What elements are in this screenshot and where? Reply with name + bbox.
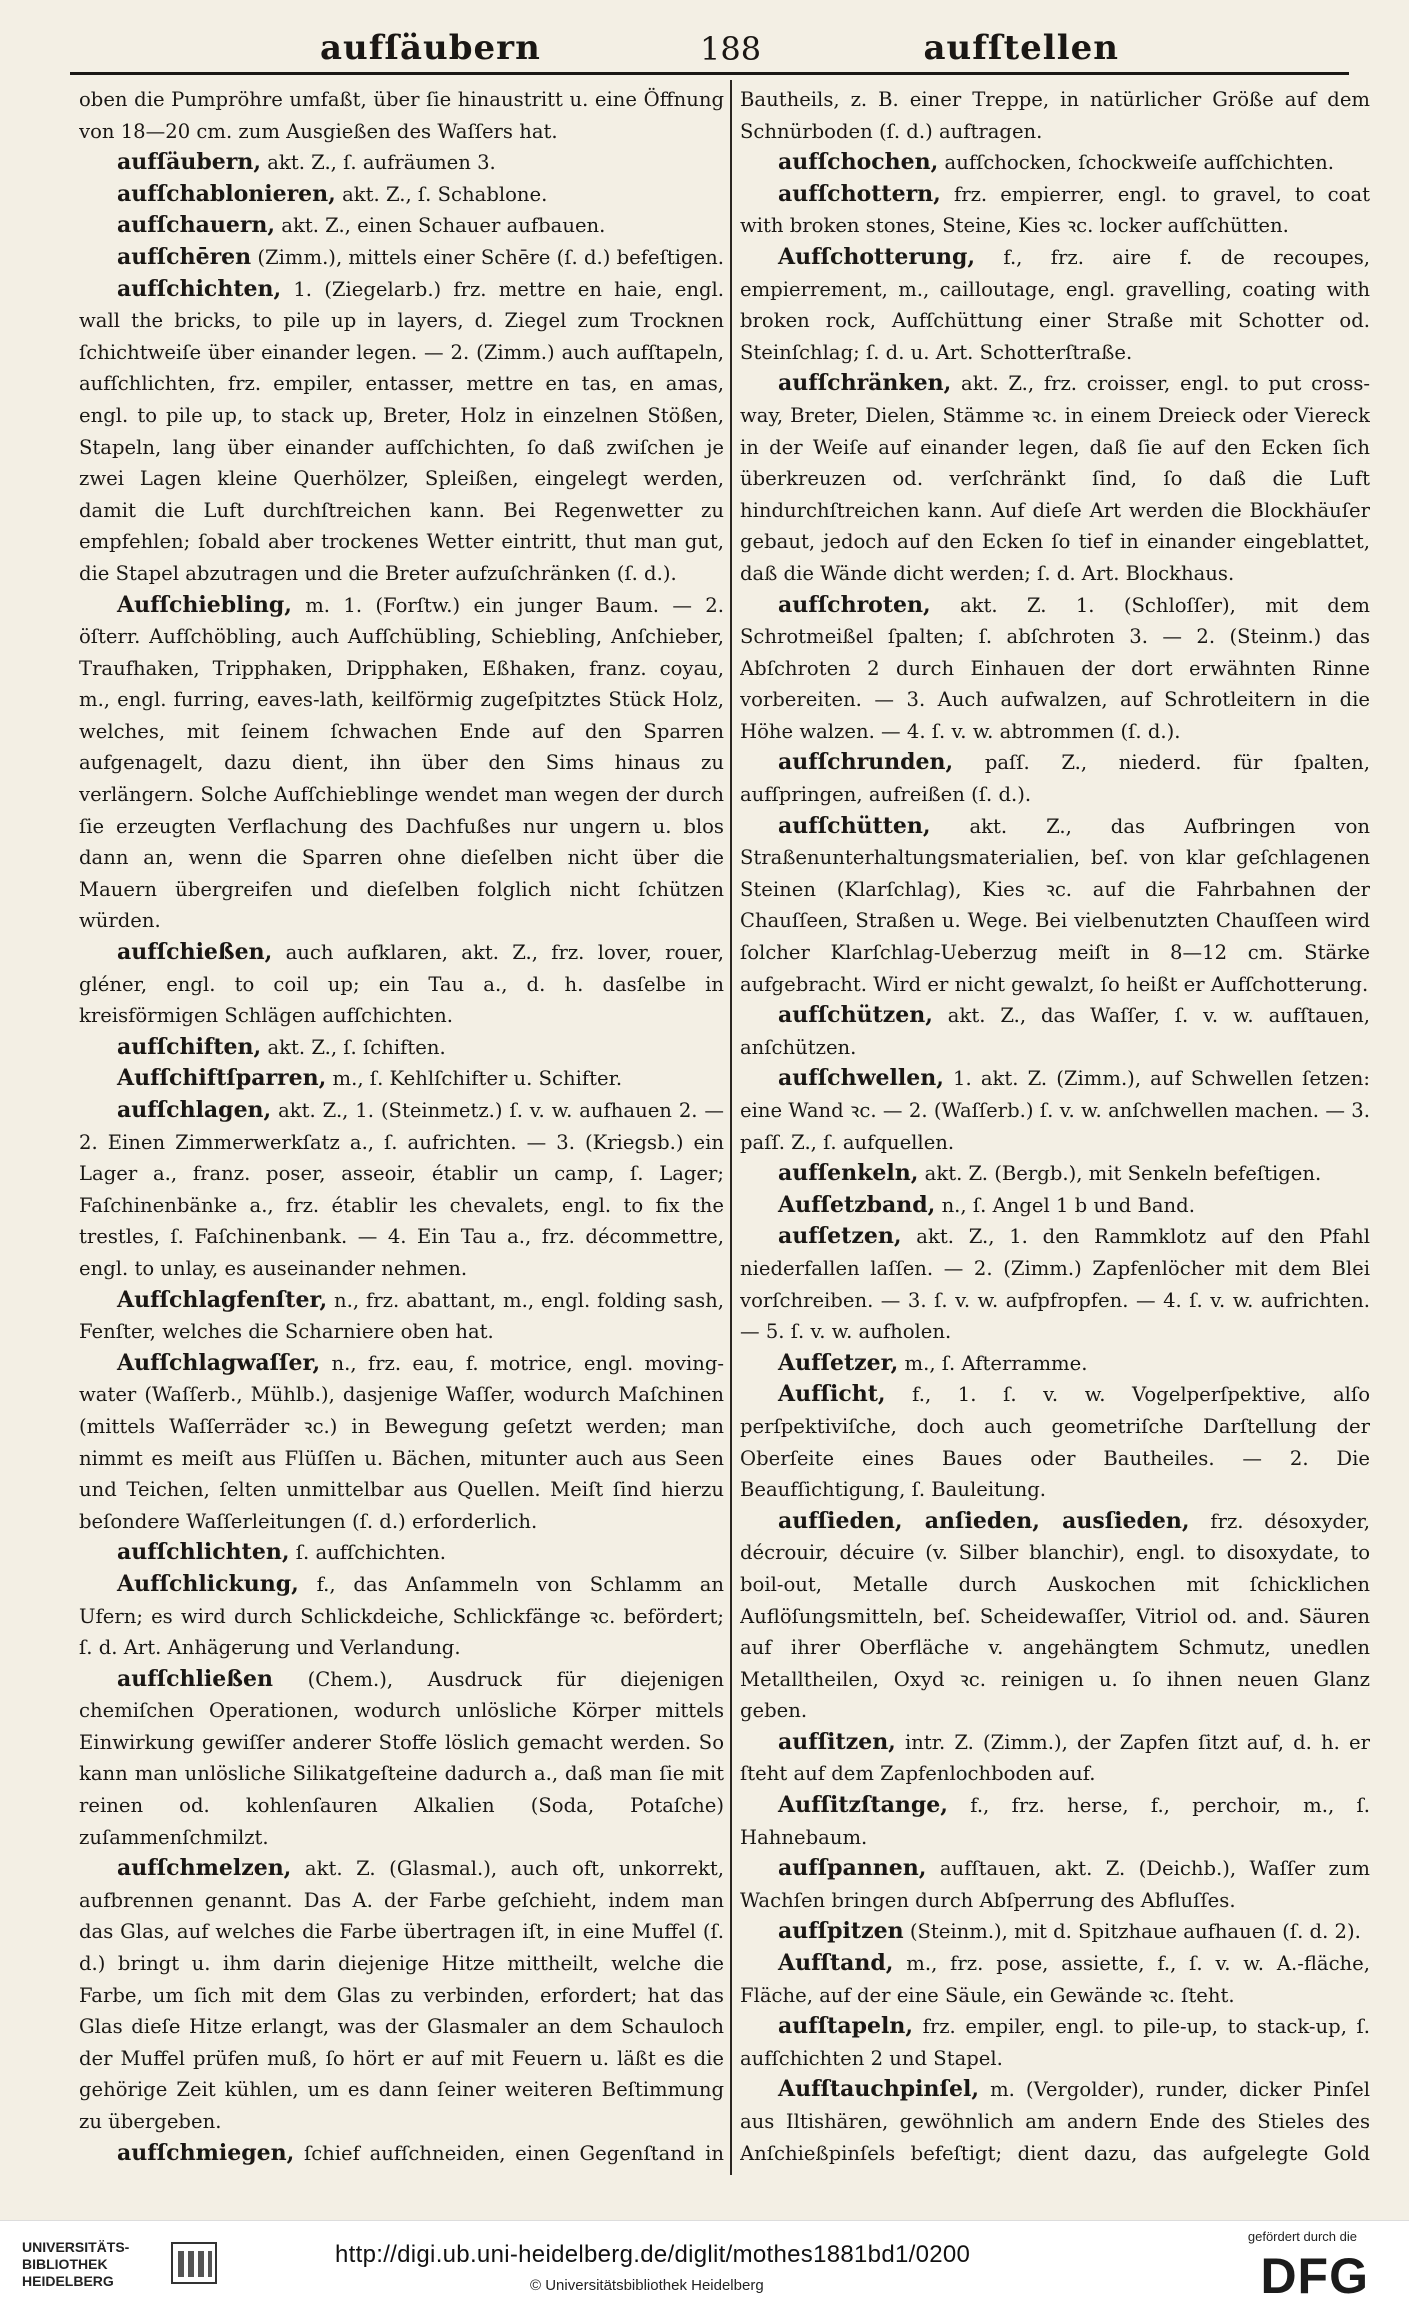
- entry-headword: aufſchablonieren,: [117, 180, 336, 207]
- entry-headword: aufſchränken,: [778, 370, 952, 397]
- dictionary-entry: [740, 1190, 1370, 1222]
- entry-headword: aufſetzen,: [778, 1223, 902, 1250]
- entry-headword: aufſchrunden,: [778, 749, 954, 776]
- entry-definition: (Zimm.), mittels einer Schēre (ſ. d.) befeſtigen.: [257, 245, 724, 269]
- dictionary-entry: [79, 1569, 724, 1664]
- library-name-line: BIBLIOTHEK: [22, 2256, 108, 2272]
- entry-definition: m., ſ. Afterramme.: [904, 1351, 1088, 1375]
- dictionary-entry: [79, 1348, 724, 1538]
- dictionary-entry: [740, 179, 1370, 242]
- entry-definition: f., frz. aire f. de recoupes, empierrement, m., cailloutage, engl. gravelling, coating with broken rock, Aufſchüttung einer Straße mit Schotter od. Steinſchlag; ſ. d. u. Art. Schotterſtraße.: [740, 245, 1370, 364]
- dictionary-entry: [740, 1506, 1370, 1727]
- dictionary-entry: [740, 1379, 1370, 1505]
- entry-headword: Aufſitzſtange,: [778, 1792, 948, 1819]
- entry-headword: Aufſchiftſparren,: [117, 1065, 327, 1092]
- entry-headword: aufſchēren: [117, 243, 252, 270]
- library-name-line: UNIVERSITÄTS-: [22, 2239, 130, 2255]
- entry-headword: aufſchauern,: [117, 212, 276, 239]
- entry-definition: aufſchocken, ſchockweiſe aufſchichten.: [944, 151, 1335, 175]
- entry-definition: ſ. aufſchichten.: [295, 1541, 447, 1565]
- dictionary-entry: [740, 1916, 1370, 1948]
- entry-headword: aufſchroten,: [778, 591, 931, 618]
- page-number: 188: [700, 30, 762, 68]
- entry-headword: aufſchlichten,: [117, 1539, 290, 1566]
- entry-headword: aufſchmiegen,: [117, 2139, 295, 2166]
- dictionary-entry: [740, 811, 1370, 1001]
- dictionary-entry: [740, 368, 1370, 589]
- dictionary-entry: [79, 937, 724, 1032]
- entry-headword: Aufſicht,: [778, 1381, 886, 1408]
- dictionary-entry: [79, 1853, 724, 2137]
- entry-definition: m., ſ. Kehlſchifter u. Schifter.: [332, 1067, 623, 1091]
- entry-definition: akt. Z. (Bergb.), mit Senkeln befeſtigen.: [924, 1162, 1322, 1186]
- dictionary-entry: [740, 1790, 1370, 1853]
- entry-definition: n., frz. abattant, m., engl. folding sash, Fenſter, welches die Scharniere oben hat.: [79, 1288, 724, 1344]
- entry-headword: aufſchiften,: [117, 1033, 262, 1060]
- entry-definition: akt. Z. 1. (Schloſſer), mit dem Schrotmeißel ſpalten; ſ. abſchroten 3. — 2. (Steinm.) das Abſchroten 2 durch Einhauen der dort erwähnten Rinne vorbereiten. — 3. Auch aufwalzen, auf Schrotleitern in die Höhe walzen. — 4. ſ. v. w. abtrommen (ſ. d.).: [740, 593, 1370, 743]
- library-logo[interactable]: [22, 2239, 129, 2290]
- dictionary-entry: [740, 1221, 1370, 1347]
- entry-definition: m. (Vergolder), runder, dicker Pinſel aus Iltishären, gewöhnlich am andern Ende des Stieles des Anſchießpinſels befeſtigt; dient dazu, das aufgelegte Gold: [740, 2078, 1370, 2165]
- entry-definition: m. 1. (Forſtw.) ein junger Baum. — 2. öſterr. Aufſchöbling, auch Aufſchübling, Schiebling, Anſchieber, Traufhaken, Tripphaken, Dripphaken, Eßhaken, franz. coyau, m., engl. furring, eaves-lath, keilförmig zugeſpitztes Stück Holz, welches, mit ſeinem ſchwachen Ende auf den Sparren aufgenagelt, dazu dient, ihn über den Sims hinaus zu verlängern. Solche Aufſchieblinge wendet man wegen der durch ſie erzeugten Verflachung des Dachfußes nur ungern u. blos dann an, wenn die Sparren ohne dieſelben nicht über die Mauern übergreifen und dieſelben folglich nicht ſchützen würden.: [79, 593, 724, 933]
- entry-headword: aufſchlagen,: [117, 1097, 272, 1123]
- left-column: [79, 84, 724, 2174]
- entry-headword: Aufſchotterung,: [778, 243, 976, 270]
- dictionary-entry: [79, 1032, 724, 1064]
- column-divider: [730, 80, 732, 2175]
- dictionary-entry: [79, 274, 724, 590]
- entry-definition: akt. Z., ſ. Schablone.: [342, 182, 548, 206]
- dictionary-entry: [740, 747, 1370, 810]
- entry-headword: aufſchmelzen,: [117, 1855, 292, 1882]
- entry-headword: Aufſchlagwaſſer,: [117, 1349, 321, 1376]
- dictionary-entry: [740, 2074, 1370, 2174]
- entry-headword: Aufſtand,: [778, 1950, 894, 1977]
- entry-definition: akt. Z., frz. croisser, engl. to put cross-way, Breter, Dielen, Stämme ꝛc. in einem Dreieck oder Viereck in der Weiſe auf einander legen, daß ſie auf den Ecken ſich überkreuzen od. verſchränkt ſind, ſo daß die Luft hindurchſtreichen kann. Auf dieſe Art werden die Blockhäuſer gebaut, jedoch auf den Ecken ſo tief in einander eingeblattet, daß die Wände dicht werden; ſ. d. Art. Blockhaus.: [740, 372, 1370, 585]
- entry-headword: Aufſchlickung,: [117, 1570, 299, 1597]
- entry-headword: aufſchießen,: [117, 939, 273, 966]
- entry-headword: aufſtapeln,: [778, 2013, 913, 2040]
- entry-definition: akt. Z., 1. den Rammklotz auf den Pfahl niederfallen laſſen. — 2. (Zimm.) Zapfenlöcher mit dem Blei vorſchreiben. — 3. ſ. v. w. aufpfropfen. — 4. ſ. v. w. aufrichten. — 5. ſ. v. w. aufholen.: [740, 1225, 1370, 1344]
- dictionary-entry: [79, 1095, 724, 1285]
- left-running-headword: aufſäubern: [320, 28, 541, 68]
- entry-definition: frz. empiler, engl. to pile-up, to stack-up, ſ. aufſchichten 2 und Stapel.: [740, 2015, 1370, 2070]
- entry-headword: aufſchützen,: [778, 1002, 933, 1029]
- entry-definition: frz. désoxyder, décrouir, décuire (v. Silber blanchir), engl. to disoxydate, to boil-out, Metalle durch Auskochen mit ſchicklichen Auflöſungsmitteln, beſ. Scheidewaſſer, Vitriol od. and. Säuren auf ihrer Oberfläche v. angehängtem Schmutz, unedlen Metalltheilen, Oxyd ꝛc. reinigen u. ſo ihnen neuen Glanz geben.: [740, 1509, 1370, 1723]
- dictionary-entry: [79, 242, 724, 274]
- entry-headword: aufſieden, anſieden, ausſieden,: [778, 1507, 1190, 1534]
- entry-definition: frz. empierrer, engl. to gravel, to coat with broken stones, Steine, Kies ꝛc. locker aufſchütten.: [740, 182, 1370, 238]
- entry-definition: auch aufklaren, akt. Z., frz. lover, rouer, gléner, engl. to coil up; ein Tau a., d. h. dasſelbe in kreisförmigen Schlägen aufſchichten.: [79, 941, 724, 1028]
- dictionary-entry: [740, 1158, 1370, 1190]
- entry-definition: akt. Z., einen Schauer aufbauen.: [281, 214, 606, 238]
- dictionary-entry: [79, 1537, 724, 1569]
- entry-definition: (Steinm.), mit d. Spitzhaue aufhauen (ſ. d. 2).: [909, 1920, 1361, 1944]
- entry-headword: Aufſtauchpinſel,: [778, 2076, 980, 2103]
- library-emblem-icon: [170, 2241, 218, 2285]
- dictionary-entry: [79, 179, 724, 211]
- entry-headword: aufſpannen,: [778, 1855, 927, 1882]
- entry-definition: m., frz. pose, assiette, f., ſ. v. w. A.-fläche, Fläche, auf der eine Säule, ein Gewände ꝛc. ſteht.: [740, 1952, 1370, 2007]
- dictionary-entry: [740, 1000, 1370, 1063]
- dictionary-entry: [79, 84, 724, 147]
- entry-definition: akt. Z., 1. (Steinmetz.) ſ. v. w. aufhauen 2. — 2. Einen Zimmerwerkſatz a., ſ. aufrichten. — 3. (Kriegsb.) ein Lager a., franz. poser, asseoir, établir un camp, ſ. Lager; Faſchinenbänke a., frz. établir les chevalets, engl. to fix the trestles, ſ. Faſchinenbank. — 4. Ein Tau a., frz. décommettre, engl. to unlay, es auseinander nehmen.: [79, 1099, 724, 1280]
- entry-headword: aufſitzen,: [778, 1728, 896, 1755]
- right-column: [740, 84, 1370, 2174]
- entry-definition: akt. Z., ſ. ſchiften.: [267, 1035, 446, 1059]
- header-rule: [70, 72, 1349, 75]
- entry-definition: oben die Pumpröhre umfaßt, über ſie hinaustritt u. eine Öffnung von 18—20 cm. zum Ausgießen des Waſſers hat.: [79, 88, 724, 143]
- entry-definition: akt. Z., das Aufbringen von Straßenunterhaltungsmaterialien, beſ. von klar geſchlagenen Steinen (Klarſchlag), Kies ꝛc. auf die Fahrbahnen der Chauſſeen, Straßen u. Wege. Bei vielbenutzten Chauſſeen wird ſolcher Klarſchlag-Ueberzug meiſt in 8—12 cm. Stärke aufgebracht. Wird er nicht gewalzt, ſo heißt er Aufſchotterung.: [740, 814, 1370, 996]
- entry-headword: aufſenkeln,: [778, 1160, 919, 1187]
- dictionary-entry: [740, 1063, 1370, 1158]
- dictionary-entry: [79, 147, 724, 179]
- entry-headword: aufſäubern,: [117, 149, 262, 176]
- entry-definition: paſſ. Z., niederd. für ſpalten, aufſpringen, aufreißen (ſ. d.).: [740, 751, 1370, 807]
- library-name-line: HEIDELBERG: [22, 2273, 114, 2289]
- dfg-logo[interactable]: DFG: [1260, 2248, 1369, 2304]
- entry-definition: 1. akt. Z. (Zimm.), auf Schwellen ſetzen: eine Wand ꝛc. — 2. (Waſſerb.) ſ. v. w. anſchwellen machen. — 3. paſſ. Z., ſ. aufquellen.: [740, 1067, 1370, 1154]
- entry-definition: aufſtauen, akt. Z. (Deichb.), Waſſer zum Wachſen bringen durch Abſperrung des Abfluſſes.: [740, 1857, 1370, 1912]
- entry-headword: aufſchottern,: [778, 180, 941, 207]
- entry-definition: f., frz. herse, f., perchoir, m., ſ. Hahnebaum.: [740, 1794, 1370, 1849]
- entry-definition: akt. Z., ſ. aufräumen 3.: [267, 151, 496, 175]
- entry-headword: Aufſetzband,: [778, 1191, 936, 1218]
- dictionary-entry: [79, 1664, 724, 1854]
- funding-note: gefördert durch die: [1247, 2229, 1357, 2244]
- entry-definition: intr. Z. (Zimm.), der Zapfen ſitzt auf, d. h. er ſteht auf dem Zapfenlochboden auf.: [740, 1730, 1370, 1786]
- entry-definition: 1. (Ziegelarb.) frz. mettre en haie, engl. wall the bricks, to pile up in layers, d. Ziegel zum Trocknen ſchichtweiſe über einander legen. — 2. (Zimm.) auch aufſtapeln, aufſchlichten, frz. empiler, entasser, mettre en tas, en amas, engl. to pile up, to stack up, Breter, Holz in einzelnen Stößen, Stapeln, lang über einander aufſchichten, ſo daß zwiſchen je zwei Lagen kleine Querhölzer, Spleißen, eingelegt werden, damit die Luft durchſtreichen kann. Bei Regenwetter zu empfehlen; ſobald aber trockenes Wetter eintritt, thut man gut, die Stapel abzutragen und die Breter aufzuſchränken (ſ. d.).: [79, 277, 724, 585]
- entry-headword: Aufſchlagfenſter,: [117, 1286, 328, 1313]
- dictionary-entry: [740, 1727, 1370, 1790]
- page-url-link[interactable]: http://digi.ub.uni-heidelberg.de/diglit/mothes1881bd1/0200: [335, 2241, 971, 2268]
- copyright-notice: © Universitätsbibliothek Heidelberg: [530, 2277, 764, 2294]
- entry-headword: Aufſetzer,: [778, 1349, 899, 1376]
- entry-headword: aufſchichten,: [117, 275, 282, 302]
- dictionary-entry: [79, 2138, 724, 2174]
- dictionary-entry: [740, 590, 1370, 748]
- dictionary-entry: [740, 147, 1370, 179]
- right-running-headword: aufſtellen: [923, 28, 1119, 68]
- dictionary-entry: [79, 210, 724, 242]
- page-header: [70, 22, 1349, 78]
- entry-headword: aufſchütten,: [778, 812, 931, 839]
- entry-definition: akt. Z. (Glasmal.), auch oft, unkorrekt, aufbrennen genannt. Das A. der Farbe geſchieht, indem man das Glas, auf welches die Farbe übertragen iſt, in eine Muffel (ſ. d.) bringt u. ihm darin diejenige Hitze mittheilt, welche die Farbe, um ſich mit dem Glas zu verbinden, erfordert; hat das Glas dieſe Hitze erlangt, was der Glasmaler an dem Schauloch der Muffel prüfen muß, ſo hört er auf mit Feuern u. läßt es die gehörige Zeit kühlen, um es dann ſeiner weiteren Beſtimmung zu übergeben.: [79, 1857, 724, 2133]
- entry-definition: (Chem.), Ausdruck für diejenigen chemiſchen Operationen, wodurch unlösliche Körper mittels Einwirkung gewiſſer anderer Stoffe löslich gemacht werden. So kann man unlösliche Silikatgeſteine dadurch a., daß man ſie mit reinen od. kohlenſauren Alkalien (Soda, Potaſche) zuſammenſchmilzt.: [79, 1667, 724, 1849]
- dictionary-entry: [740, 84, 1370, 147]
- entry-headword: aufſchwellen,: [778, 1065, 944, 1092]
- dictionary-entry: [79, 1285, 724, 1348]
- entry-definition: akt. Z., das Waſſer, ſ. v. w. aufſtauen, anſchützen.: [740, 1004, 1370, 1059]
- entry-definition: n., ſ. Angel 1 b und Band.: [941, 1193, 1195, 1217]
- viewer-footer: [0, 2220, 1409, 2305]
- entry-definition: Bautheils, z. B. einer Treppe, in natürlicher Größe auf dem Schnürboden (ſ. d.) auftragen.: [740, 88, 1370, 143]
- entry-headword: aufſpitzen: [778, 1918, 904, 1945]
- dictionary-entry: [79, 1063, 724, 1095]
- dictionary-entry: [740, 242, 1370, 368]
- entry-definition: f., 1. ſ. v. w. Vogelperſpektive, alſo perſpektiviſche, doch auch geometriſche Darſtellung der Oberſeite eines Baues oder Bautheiles. — 2. Die Beaufſichtigung, ſ. Bauleitung.: [740, 1383, 1370, 1502]
- dictionary-entry: [740, 1853, 1370, 1916]
- entry-definition: f., das Anſammeln von Schlamm an Ufern; es wird durch Schlickdeiche, Schlickfänge ꝛc. befördert; ſ. d. Art. Anhägerung und Verlandung.: [79, 1572, 724, 1660]
- dictionary-entry: [79, 590, 724, 938]
- dictionary-entry: [740, 2011, 1370, 2074]
- dictionary-entry: [740, 1948, 1370, 2011]
- entry-definition: n., frz. eau, f. motrice, engl. moving-water (Waſſerb., Mühlb.), dasjenige Waſſer, wodurch Maſchinen (mittels Waſſerräder ꝛc.) in Bewegung geſetzt werden; man nimmt es meiſt aus Flüſſen u. Bächen, mitunter auch aus Seen und Teichen, ſelten unmittelbar aus Quellen. Meiſt ſind hierzu beſondere Waſſerleitungen (ſ. d.) erforderlich.: [79, 1351, 724, 1533]
- entry-definition: ſchief aufſchneiden, einen Gegenſtand in: [303, 2141, 724, 2165]
- entry-headword: Aufſchiebling,: [117, 591, 292, 618]
- entry-headword: aufſchließen: [117, 1665, 273, 1692]
- entry-headword: aufſchochen,: [778, 149, 939, 176]
- dictionary-entry: [740, 1348, 1370, 1380]
